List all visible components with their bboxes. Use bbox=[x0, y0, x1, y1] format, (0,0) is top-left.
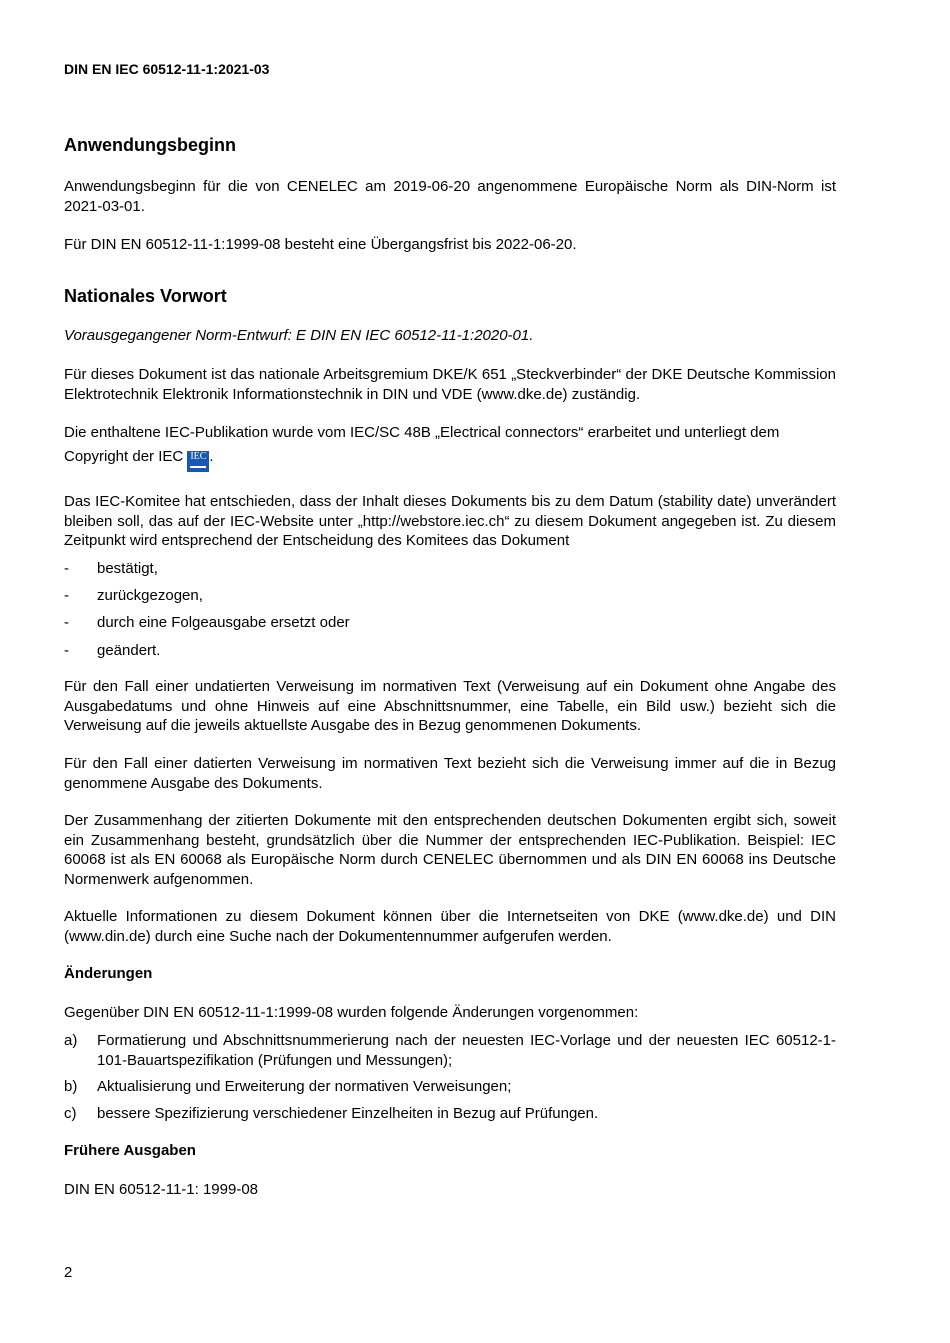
section-title-anwendungsbeginn: Anwendungsbeginn bbox=[64, 135, 236, 155]
section-title-nationales-vorwort: Nationales Vorwort bbox=[64, 286, 227, 306]
committee-decision-paragraph: Das IEC-Komitee hat entschieden, dass der Inhalt dieses Dokuments bis zu dem Datum (stability date) unverändert bleiben soll, das auf der IEC-Website unter „http://webstore.iec.ch“ zu diesem Dokument angegeben ist. Zu diesem Zeitpunkt wird entsprechend der Entscheidung des Komitees das Dokument bbox=[64, 493, 836, 549]
iec-copyright-text: Copyright der IEC bbox=[64, 448, 184, 465]
changes-intro: Gegenüber DIN EN 60512-11-1:1999-08 wurden folgende Änderungen vorgenommen: bbox=[64, 1004, 639, 1021]
iec-publication-paragraph bbox=[64, 423, 836, 443]
previous-editions-text: DIN EN 60512-11-1: 1999-08 bbox=[64, 1181, 259, 1198]
iec-copyright-line bbox=[64, 447, 836, 472]
previous-editions-heading: Frühere Ausgaben bbox=[64, 1142, 196, 1159]
document-id-header: DIN EN IEC 60512-11-1:2021-03 bbox=[64, 61, 270, 77]
undated-reference-paragraph: Für den Fall einer undatierten Verweisung im normativen Text (Verweisung auf ein Dokument ohne Angabe des Ausgabedatums und ohne Hinweis auf eine Abschnittsnummer, eine Tabelle, ein Bild usw.) bezieht sich die Verweisung auf die jeweils aktuellste Ausgabe des in Bezug genommenen Dokuments. bbox=[64, 678, 836, 734]
previous-draft-paragraph: Vorausgegangener Norm-Entwurf: E DIN EN IEC 60512-11-1:2020-01. bbox=[64, 327, 534, 344]
changes-heading: Änderungen bbox=[64, 965, 153, 982]
iec-copyright-period: . bbox=[209, 448, 214, 465]
transition-period-paragraph: Für DIN EN 60512-11-1:1999-08 besteht eine Übergangsfrist bis 2022-06-20. bbox=[64, 236, 577, 253]
current-info-paragraph: Aktuelle Informationen zu diesem Dokument können über die Internetseiten von DKE (www.dke.de) und DIN (www.din.de) durch eine Suche nach der Dokumentennummer aufgerufen werden. bbox=[64, 908, 836, 945]
iec-logo-icon: IEC bbox=[187, 451, 209, 472]
page-number: 2 bbox=[64, 1264, 73, 1281]
iec-publication-line1: Die enthaltene IEC-Publikation wurde vom IEC/SC 48B „Electrical connectors“ erarbeitet und unterliegt dem bbox=[64, 424, 780, 441]
dke-committee-paragraph: Für dieses Dokument ist das nationale Arbeitsgremium DKE/K 651 „Steckverbinder“ der DKE Deutsche Kommission Elektrotechnik Elektronik Informationstechnik in DIN und VDE (www.dke.de) zuständig. bbox=[64, 366, 836, 403]
dated-reference-paragraph: Für den Fall einer datierten Verweisung im normativen Text bezieht sich die Verweisung immer auf die in Bezug genommene Ausgabe des Dokuments. bbox=[64, 755, 836, 792]
document-relation-paragraph: Der Zusammenhang der zitierten Dokumente mit den entsprechenden deutschen Dokumenten ergibt sich, soweit ein Zusammenhang besteht, grundsätzlich über die Nummer der entsprechenden IEC-Publikation. Beispiel: IEC 60068 ist als EN 60068 als Europäische Norm durch CENELEC übernommen und als DIN EN 60068 ins Deutsche Normenwerk aufgenommen. bbox=[64, 812, 836, 888]
application-start-paragraph: Anwendungsbeginn für die von CENELEC am 2019-06-20 angenommene Europäische Norm als DIN-Norm ist 2021-03-01. bbox=[64, 178, 836, 215]
